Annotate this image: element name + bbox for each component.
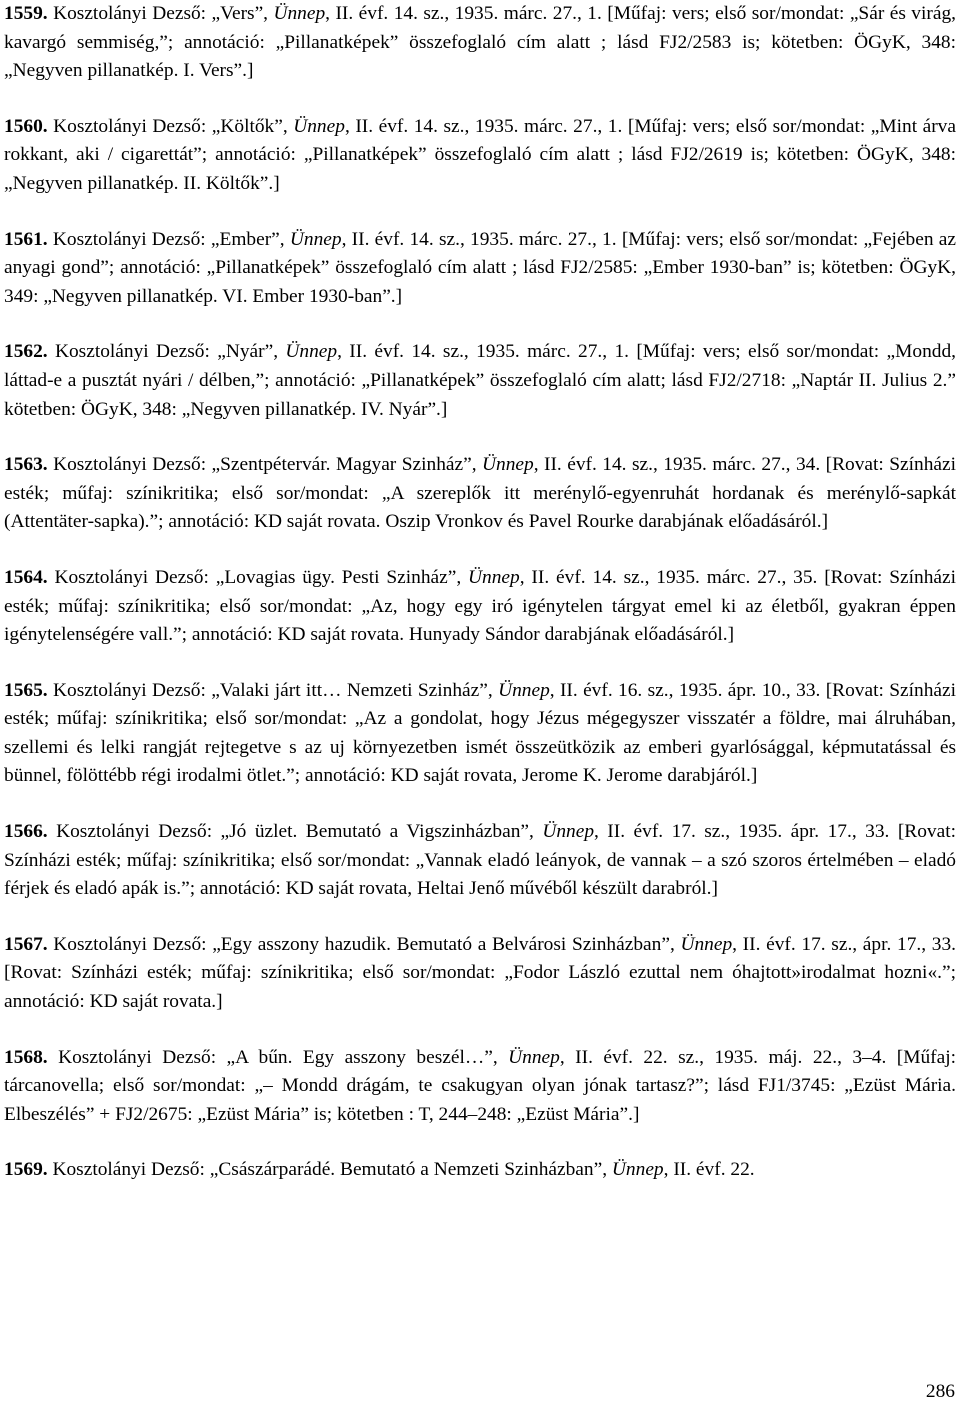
journal-title: Ünnep	[680, 933, 733, 955]
journal-title: Ünnep	[498, 679, 550, 701]
entry-details: , II. évf. 14. sz., 1935. márc. 27., 1. [Műfaj: vers; első sor/mondat: „Mondd, láttad-e a pusztát nyári / délben,”; annotáció: „Pillanatképek” összefoglaló cím alatt; lásd FJ2/2718: „Naptár II. Julius 2.” kötetben: ÖGyK, 348: „Negyven pillanatkép. IV. Nyár”.]	[4, 341, 956, 420]
bibliography-entry	[4, 1156, 956, 1185]
journal-title: Ünnep	[273, 3, 326, 24]
entry-text: Kosztolányi Dezső: „Császárparádé. Bemutató a Nemzeti Szinházban”,	[47, 1159, 612, 1181]
entry-text: Kosztolányi Dezső: „Jó üzlet. Bemutató a Vigszinházban”,	[47, 821, 543, 843]
journal-title: Ünnep	[482, 454, 534, 476]
entry-text: Kosztolányi Dezső: „Valaki járt itt… Nemzeti Szinház”,	[47, 679, 499, 701]
entry-text: Kosztolányi Dezső: „Egy asszony hazudik. Bemutató a Belvárosi Szinházban”,	[47, 933, 681, 955]
entry-details: , II. évf. 17. sz., 1935. ápr. 17., 33. [Rovat: Színházi esték; műfaj: színikritika; első sor/mondat: „Vannak eladó leányok, de vannak – a szó szoros értelmében – eladó férjek és eladó apák is.”; annotáció: KD saját rovata, Heltai Jenő művéből készült darabról.]	[4, 821, 956, 900]
journal-title: Ünnep	[289, 228, 342, 250]
entry-text: Kosztolányi Dezső: „A bűn. Egy asszony beszél…”,	[47, 1046, 509, 1068]
entry-number: 1559.	[4, 3, 48, 24]
entry-number: 1567.	[4, 933, 48, 955]
entry-details: , II. évf. 17. sz., ápr. 17., 33. [Rovat: Színházi esték; műfaj: színikritika; első sor/mondat: „Fodor László ezuttal nem óhajtott»irodalmat hozni«.”; annotáció: KD saját rovata.]	[4, 933, 956, 1013]
journal-title: Ünnep	[611, 1159, 664, 1181]
entry-details: , II. évf. 16. sz., 1935. ápr. 10., 33. [Rovat: Színházi esték; műfaj: színikritika; első sor/mondat: „Az a gondolat, hogy Jézus mégegyszer visszatér a földre, mai álruhában, szellemi és lelki rangját rejtegetve s az uj környezetben ismét összeütközik az emberi gyarlósággal, képmutatással és bünnel, fölöttébb régi irodalmi ötlet.”; annotáció: KD saját rovata, Jerome K. Jerome darabjáról.]	[4, 679, 957, 787]
entry-details: , II. évf. 22. sz., 1935. máj. 22., 3–4. [Műfaj: tárcanovella; első sor/mondat: „– Mondd drágám, te csakugyan olyan jónak tartasz?”; lásd FJ1/3745: „Ezüst Mária. Elbeszélés” + FJ2/2675: „Ezüst Mária” is; kötetben : T, 244–248: „Ezüst Mária”.]	[4, 1046, 956, 1125]
journal-title: Ünnep	[468, 566, 520, 588]
entry-number: 1565.	[4, 679, 48, 701]
entry-number: 1560.	[4, 115, 48, 137]
entry-number: 1566.	[4, 821, 48, 843]
bibliography-entry	[4, 226, 956, 312]
bibliography-entry	[4, 451, 956, 537]
entry-text: Kosztolányi Dezső: „Lovagias ügy. Pesti Szinház”,	[47, 566, 469, 588]
entry-number: 1568.	[4, 1046, 48, 1068]
bibliography-entry	[4, 0, 956, 86]
entry-details: , II. évf. 14. sz., 1935. márc. 27., 1. [Műfaj: vers; első sor/mondat: „Fejében az anyagi gond”; annotáció: „Pillanatképek” összefoglaló cím alatt ; lásd FJ2/2585: „Ember 1930-ban” is; kötetben: ÖGyK, 349: „Negyven pillanatkép. VI. Ember 1930-ban”.]	[4, 228, 956, 307]
entry-text: Kosztolányi Dezső: „Költők”,	[47, 115, 294, 137]
page-number: 286	[925, 1381, 955, 1402]
entry-details: , II. évf. 14. sz., 1935. márc. 27., 34. [Rovat: Színházi esték; műfaj: színikritika; első sor/mondat: „A szereplők itt merénylő-egyenruhát hordanak és merénylő-sapkát (Attentäter-sapka).”; annotáció: KD saját rovata. Oszip Vronkov és Pavel Rourke darabjának előadásáról.]	[4, 454, 957, 533]
bibliography-entry	[4, 113, 956, 199]
bibliography-entry	[4, 931, 956, 1017]
entry-details: , II. évf. 14. sz., 1935. márc. 27., 1. [Műfaj: vers; első sor/mondat: „Mint árva rokkant, aki / cigarettát”; annotáció: „Pillanatképek” összefoglaló cím alatt ; lásd FJ2/2619 is; kötetben: ÖGyK, 348: „Negyven pillanatkép. II. Költők”.]	[4, 115, 956, 194]
bibliography-entry	[4, 818, 956, 904]
entry-number: 1561.	[4, 228, 48, 250]
bibliography-entry	[4, 564, 956, 650]
bibliography-entry	[4, 1044, 956, 1130]
journal-title: Ünnep	[508, 1046, 560, 1068]
journal-title: Ünnep	[293, 115, 345, 137]
entry-text: Kosztolányi Dezső: „Vers”,	[47, 3, 274, 24]
journal-title: Ünnep	[542, 821, 595, 843]
entry-text: Kosztolányi Dezső: „Ember”,	[47, 228, 290, 250]
entry-text: Kosztolányi Dezső: „Nyár”,	[47, 341, 286, 363]
entry-number: 1563.	[4, 454, 48, 476]
entry-number: 1569.	[4, 1159, 48, 1181]
entry-details: , II. évf. 22.	[663, 1159, 755, 1181]
bibliography-entry	[4, 677, 956, 791]
bibliography-entry	[4, 338, 956, 424]
entry-details: , II. évf. 14. sz., 1935. márc. 27., 1. [Műfaj: vers; első sor/mondat: „Sár és virág, kavargó semmiség,”; annotáció: „Pillanatképek” összefoglaló cím alatt ; lásd FJ2/2583 is; kötetben: ÖGyK, 348: „Negyven pillanatkép. I. Vers”.]	[4, 3, 956, 82]
bibliography-list	[4, 0, 956, 1212]
entry-text: Kosztolányi Dezső: „Szentpétervár. Magyar Szinház”,	[47, 454, 483, 476]
journal-title: Ünnep	[285, 341, 338, 363]
entry-details: , II. évf. 14. sz., 1935. márc. 27., 35. [Rovat: Színházi esték; műfaj: színikritika; első sor/mondat: „Az, hogy egy iró igénytelen tárgyat emel ki az életből, gyakran éppen igénytelenségére vall.”; annotáció: KD saját rovata. Hunyady Sándor darabjának előadásáról.]	[4, 566, 956, 646]
entry-number: 1564.	[4, 566, 48, 588]
entry-number: 1562.	[4, 341, 48, 363]
